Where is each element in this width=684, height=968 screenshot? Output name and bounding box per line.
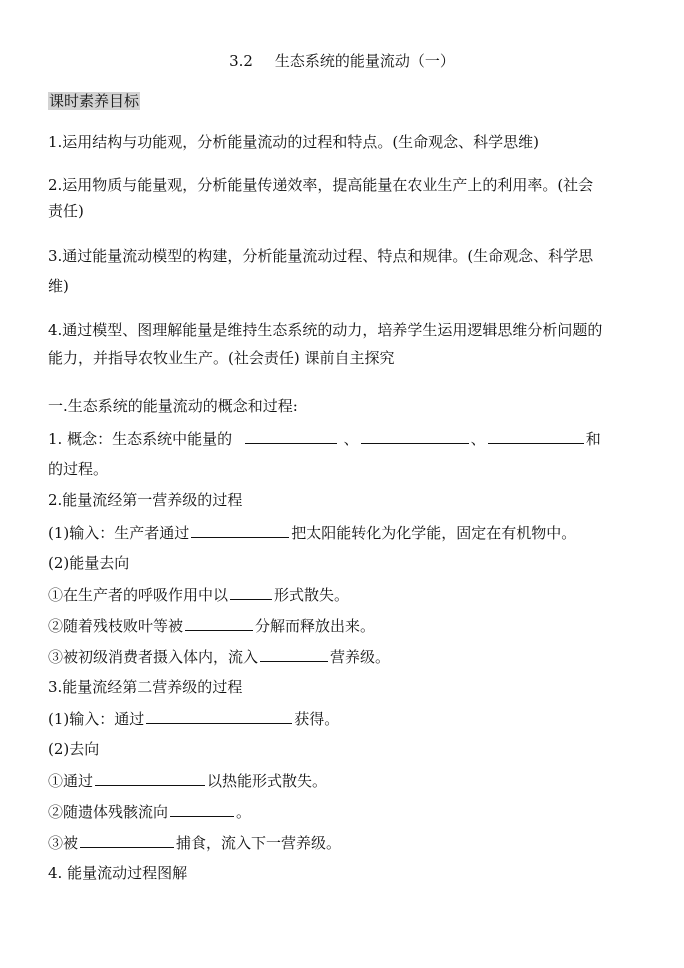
goal-2-line2: 责任): [48, 202, 84, 220]
part1-heading: 一.生态系统的能量流动的概念和过程:: [48, 397, 298, 415]
p3-b-line: [48, 801, 251, 822]
p3-a-blank[interactable]: [95, 770, 205, 786]
concept-suffix: 和: [585, 430, 601, 448]
concept-prefix: 1. 概念：生态系统中能量的: [48, 430, 233, 448]
page-title: [0, 51, 684, 71]
p2-c-prefix: ③被初级消费者摄入体内，流入: [48, 648, 259, 666]
p3-heading: 3.能量流经第二营养级的过程: [48, 678, 243, 696]
goal-2-line1: 2.运用物质与能量观，分析能量传递效率，提高能量在农业生产上的利用率。(社会: [48, 176, 594, 194]
p3-a-line: [48, 770, 327, 791]
p3-c-blank[interactable]: [80, 832, 174, 848]
p3-out-heading: (2)去向: [48, 740, 100, 758]
p3-c-line: [48, 832, 341, 853]
p2-a-line: [48, 584, 349, 605]
concept-sep-1: 、: [343, 430, 359, 448]
p2-a-prefix: ①在生产者的呼吸作用中以: [48, 586, 229, 604]
goal-3-line1: 3.通过能量流动模型的构建，分析能量流动过程、特点和规律。(生命观念、科学思: [48, 247, 594, 265]
section-tag-label: 课时素养目标: [49, 92, 140, 110]
concept-sep-2: 、: [470, 430, 486, 448]
p4-heading: 4. 能量流动过程图解: [48, 864, 188, 882]
p2-b-suffix: 分解而释放出来。: [255, 617, 376, 635]
p3-b-blank[interactable]: [170, 801, 234, 817]
p3-c-prefix: ③被: [48, 834, 79, 852]
p2-input-prefix: (1)输入：生产者通过: [48, 524, 190, 542]
goal-3-line2: 维): [48, 277, 69, 295]
concept-blank-3[interactable]: [488, 428, 584, 444]
p3-input-line: [48, 708, 339, 729]
p3-input-prefix: (1)输入：通过: [48, 710, 145, 728]
concept-line2: 的过程。: [48, 460, 109, 478]
concept-line: [48, 428, 601, 449]
p2-heading: 2.能量流经第一营养级的过程: [48, 491, 243, 509]
p3-a-suffix: 以热能形式散失。: [207, 772, 328, 790]
p3-input-blank[interactable]: [146, 708, 292, 724]
p2-input-blank[interactable]: [191, 522, 289, 538]
p2-a-blank[interactable]: [230, 584, 272, 600]
p3-a-prefix: ①通过: [48, 772, 94, 790]
p2-b-prefix: ②随着残枝败叶等被: [48, 617, 184, 635]
title-text: 生态系统的能量流动（一）: [274, 52, 455, 70]
p2-input-suffix: 把太阳能转化为化学能，固定在有机物中。: [291, 524, 577, 542]
p2-out-heading: (2)能量去向: [48, 554, 130, 572]
p2-b-line: [48, 615, 375, 636]
section-tag: [48, 91, 140, 111]
p2-c-line: [48, 646, 390, 667]
goal-4-line2: 能力，并指导农牧业生产。(社会责任) 课前自主探究: [48, 349, 395, 367]
p2-c-suffix: 营养级。: [330, 648, 391, 666]
concept-blank-1[interactable]: [245, 428, 337, 444]
concept-blank-2[interactable]: [361, 428, 469, 444]
p3-b-suffix: 。: [236, 803, 252, 821]
p3-c-suffix: 捕食，流入下一营养级。: [176, 834, 342, 852]
p2-c-blank[interactable]: [260, 646, 328, 662]
title-number: 3.2: [229, 52, 253, 70]
goal-1-line1: 1.运用结构与功能观，分析能量流动的过程和特点。(生命观念、科学思维): [48, 133, 540, 151]
p2-a-suffix: 形式散失。: [274, 586, 350, 604]
p3-input-suffix: 获得。: [294, 710, 340, 728]
goal-4-line1: 4.通过模型、图理解能量是维持生态系统的动力，培养学生运用逻辑思维分析问题的: [48, 321, 603, 339]
p2-b-blank[interactable]: [185, 615, 253, 631]
p2-input-line: [48, 522, 576, 543]
p3-b-prefix: ②随遗体残骸流向: [48, 803, 169, 821]
